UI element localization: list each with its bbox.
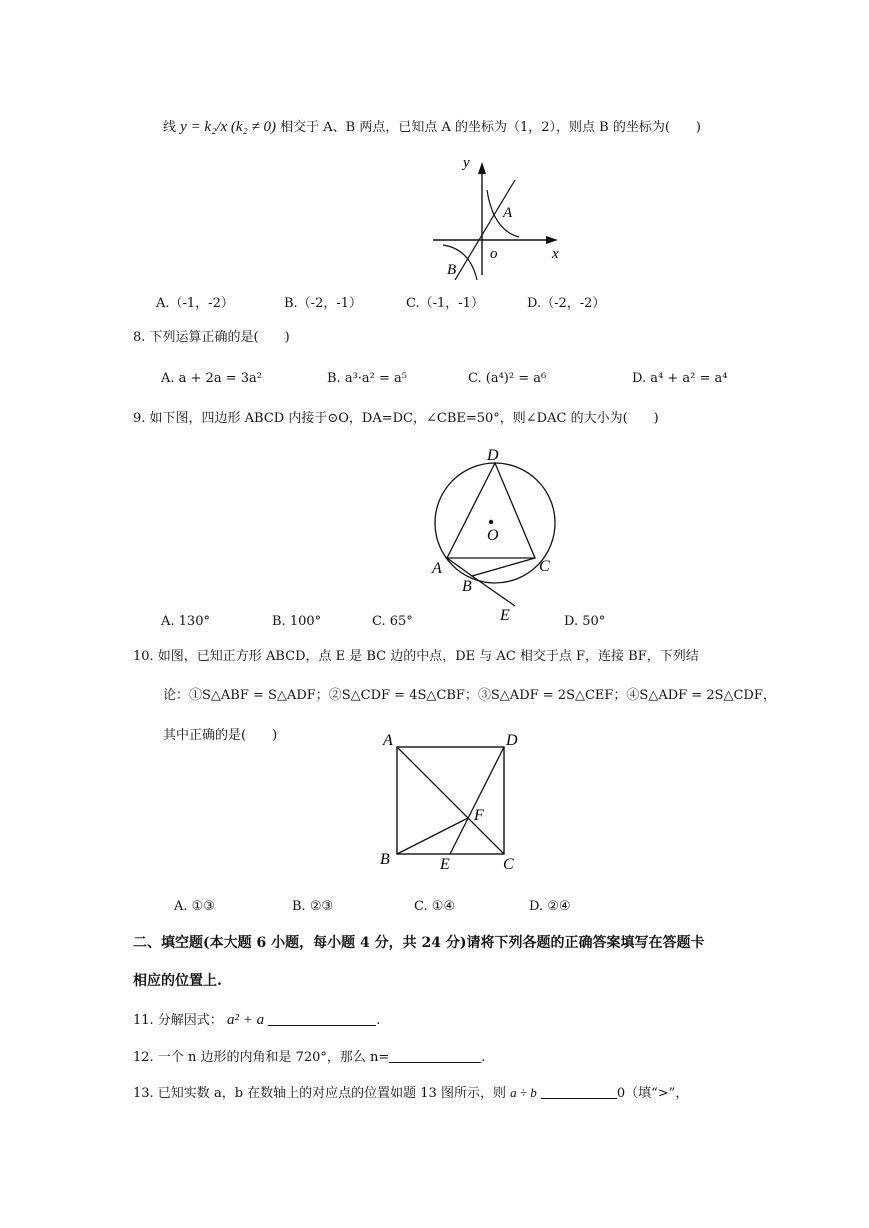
q11-expression: a² + a xyxy=(226,1012,265,1028)
q13-answer-blank[interactable] xyxy=(541,1084,617,1099)
q11 xyxy=(133,1011,380,1028)
q10-conclusions: 论：①S△ABF = S△ADF；②S△CDF = 4S△CBF；③S△ADF = 2S△CEF；④S△ADF = 2S△CDF， xyxy=(163,688,776,703)
q9-stem: 9. 如下图，四边形 ABCD 内接于⊙O，DA=DC，∠CBE=50°，则∠DAC 的大小为( ) xyxy=(133,411,659,426)
q11-answer-blank[interactable] xyxy=(268,1011,376,1026)
q7-option-a: A.（-1，-2） xyxy=(156,296,234,311)
point-c-label: C xyxy=(503,856,514,873)
section2-heading: 二、填空题(本大题 6 小题，每小题 4 分，共 24 分)请将下列各题的正确答案填写在答题卡 xyxy=(133,935,705,951)
q11-suffix: . xyxy=(376,1013,381,1028)
q10-option-d: D. ②④ xyxy=(529,899,571,914)
q7-prefix: 线 xyxy=(163,120,177,135)
point-c-label: C xyxy=(539,558,550,575)
q11-prefix: 11. 分解因式： xyxy=(133,1013,223,1028)
q10-figure xyxy=(375,730,525,875)
section2-heading-cont: 相应的位置上. xyxy=(133,973,222,989)
y-axis-label: y xyxy=(463,155,470,171)
q10-option-b: B. ②③ xyxy=(292,899,334,914)
q13-prefix: 13. 已知实数 a，b 在数轴上的对应点的位置如题 13 图所示，则 xyxy=(133,1086,506,1101)
q12 xyxy=(133,1048,485,1064)
q9-option-a: A. 130° xyxy=(161,614,210,629)
q8-stem: 8. 下列运算正确的是( ) xyxy=(133,330,290,345)
q7-option-b: B.（-2，-1） xyxy=(284,296,363,311)
point-d-label: D xyxy=(487,447,499,464)
q10-ask: 其中正确的是( ) xyxy=(163,728,278,743)
q12-prefix: 12. 一个 n 边形的内角和是 720°，那么 n= xyxy=(133,1050,390,1065)
q10-option-c: C. ①④ xyxy=(414,899,456,914)
point-f-label: F xyxy=(474,807,484,824)
q8-option-c: C. (a⁴)² = a⁶ xyxy=(468,371,547,386)
q9-figure xyxy=(420,440,580,620)
point-a-label: A xyxy=(432,560,442,577)
q9-option-b: B. 100° xyxy=(272,614,322,629)
q9-option-c: C. 65° xyxy=(372,614,413,629)
x-axis-label: x xyxy=(552,246,559,262)
point-e-label: E xyxy=(500,607,510,620)
origin-label: o xyxy=(490,246,498,262)
point-a-label: A xyxy=(503,205,513,221)
q8-option-d: D. a⁴ + a² = a⁴ xyxy=(632,371,728,386)
q13 xyxy=(133,1084,688,1100)
q8-option-a: A. a + 2a = 3a² xyxy=(161,371,262,386)
point-e-label: E xyxy=(440,856,450,873)
q12-suffix: . xyxy=(481,1050,486,1065)
q10-option-a: A. ①③ xyxy=(174,899,215,914)
q7-option-d: D.（-2，-2） xyxy=(527,296,606,311)
point-a-label: A xyxy=(383,732,393,749)
q9-option-d: D. 50° xyxy=(564,614,606,629)
q13-expression: a ÷ b xyxy=(510,1085,537,1100)
point-b-label: B xyxy=(380,851,390,868)
point-d-label: D xyxy=(506,732,518,749)
point-b-label: B xyxy=(462,578,472,595)
point-b-label: B xyxy=(447,262,457,278)
q12-answer-blank[interactable] xyxy=(389,1048,481,1063)
q7-line xyxy=(163,120,701,135)
q7-graph xyxy=(425,150,575,280)
q7-option-c: C.（-1，-1） xyxy=(406,296,484,311)
q8-option-b: B. a³·a² = a⁵ xyxy=(327,371,407,386)
point-o-label: O xyxy=(487,527,499,544)
q13-suffix: 0（填“>”， xyxy=(616,1086,689,1101)
q10-stem: 10. 如图，已知正方形 ABCD，点 E 是 BC 边的中点，DE 与 AC 相交于点 F，连接 BF，下列结 xyxy=(133,649,699,664)
q7-text: 相交于 A、B 两点，已知点 A 的坐标为（1，2），则点 B 的坐标为( ) xyxy=(280,120,701,135)
q7-function: y = k₂/x (k₂ ≠ 0) xyxy=(180,119,276,135)
